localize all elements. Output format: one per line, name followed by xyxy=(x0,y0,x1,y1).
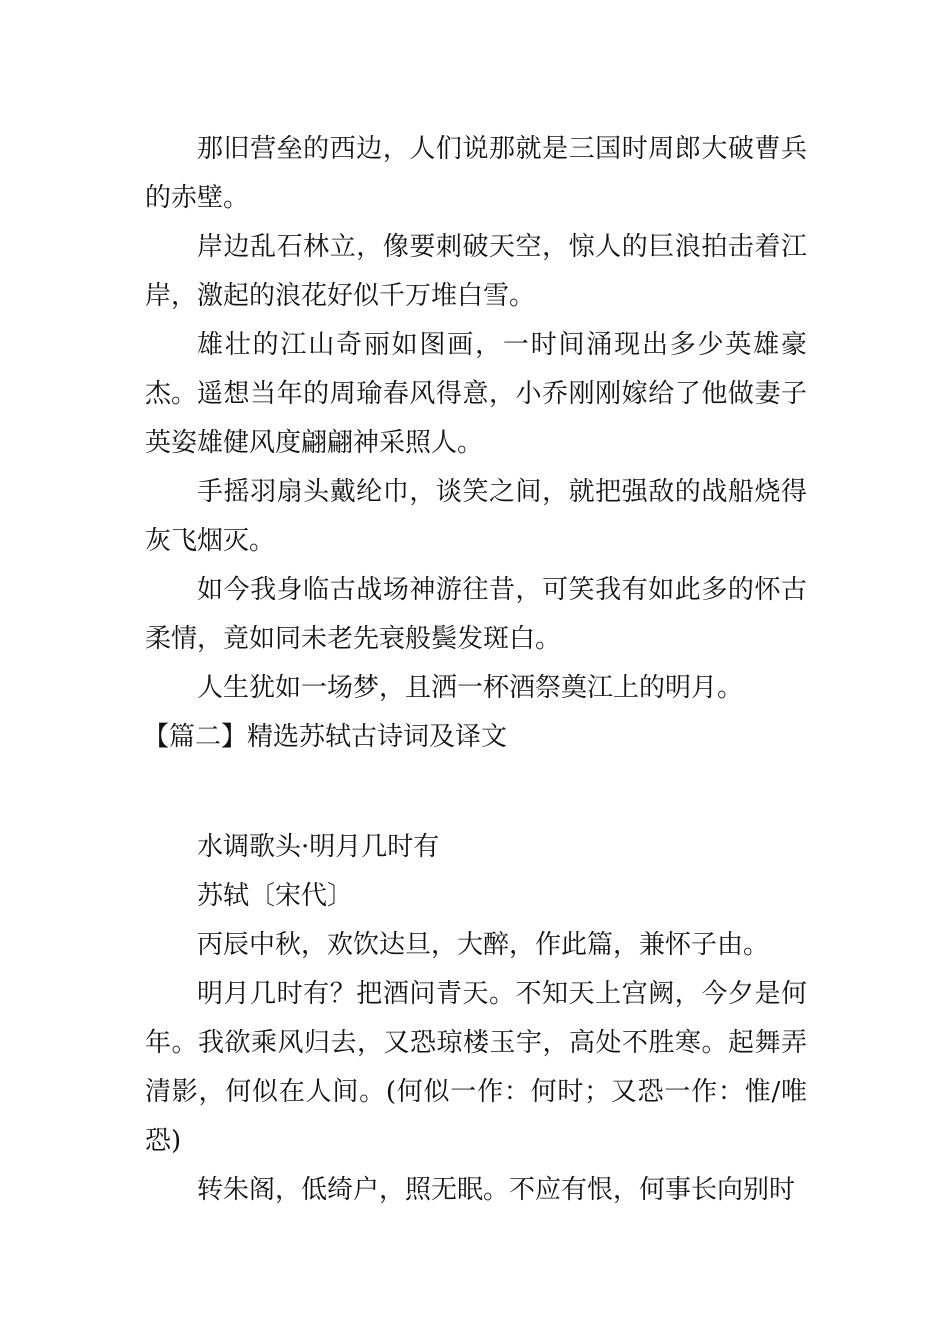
poem-title: 水调歌头·明月几时有 xyxy=(197,832,440,862)
paragraph-7: 人生犹如一场梦，且洒一杯酒祭奠江上的明月。 xyxy=(197,673,744,703)
paragraph-2: 岸边乱石林立，像要刺破天空，惊人的巨浪拍击着江岸，激起的浪花好似千万堆白雪。 xyxy=(145,232,807,311)
poem-stanza-2: 转朱阁，低绮户，照无眠。不应有恨，何事长向别时 xyxy=(197,1175,796,1205)
section-heading: 【篇二】精选苏轼古诗词及译文 xyxy=(143,722,508,752)
paragraph-6: 如今我身临古战场神游往昔，可笑我有如此多的怀古柔情，竟如同未老先衰般鬓发斑白。 xyxy=(145,575,807,654)
poem-preface: 丙辰中秋，欢饮达旦，大醉，作此篇，兼怀子由。 xyxy=(197,930,770,960)
paragraph-4: 遥想当年的周瑜春风得意，小乔刚刚嫁给了他做妻子英姿雄健风度翩翩神采照人。 xyxy=(145,379,807,458)
paragraph-1: 那旧营垒的西边，人们说那就是三国时周郎大破曹兵的赤壁。 xyxy=(145,134,807,213)
paragraph-5: 手摇羽扇头戴纶巾，谈笑之间，就把强敌的战船烧得灰飞烟灭。 xyxy=(145,477,807,556)
poem-author: 苏轼〔宋代〕 xyxy=(197,881,354,911)
paragraph-3: 雄壮的江山奇丽如图画，一时间涌现出多少英雄豪杰。 xyxy=(145,330,807,409)
poem-stanza-1: 明月几时有？把酒问青天。不知天上宫阙，今夕是何年。我欲乘风归去，又恐琼楼玉宇，高处不胜寒。起舞弄清影，何似在人间。(何似一作：何时；又恐一作：惟/唯恐) xyxy=(145,979,807,1156)
